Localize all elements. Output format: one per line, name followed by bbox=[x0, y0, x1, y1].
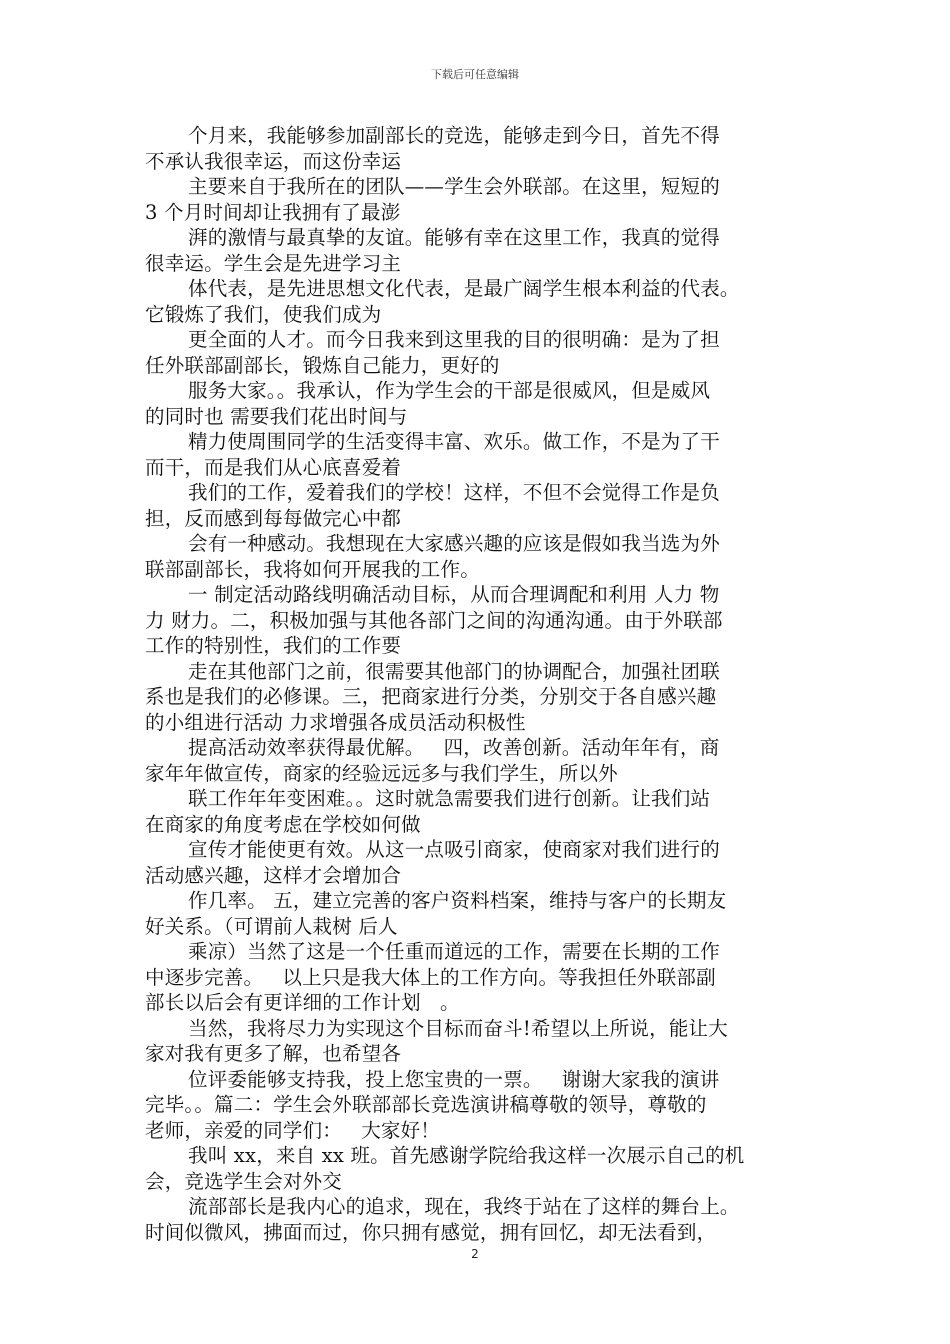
text-line: 宣传才能使更有效。从这一点吸引商家，使商家对我们进行的 bbox=[188, 838, 720, 861]
text-line: 更全面的人才。而今日我来到这里我的目的很明确：是为了担 bbox=[188, 328, 720, 351]
text-line: 而干，而是我们从心底喜爱着 bbox=[145, 455, 402, 479]
text-line: 会有一种感动。我想现在大家感兴趣的应该是假如我当选为外 bbox=[188, 532, 720, 555]
text-line: 它锻炼了我们，使我们成为 bbox=[145, 302, 382, 326]
text-line: 担，反而感到每每做完心中都 bbox=[145, 506, 402, 530]
text-line: 我们的工作，爱着我们的学校！这样，不但不会觉得工作是负 bbox=[188, 481, 720, 504]
text-line: 当然，我将尽力为实现这个目标而奋斗!希望以上所说，能让大 bbox=[188, 1016, 728, 1040]
text-line: 服务大家。。我承认，作为学生会的干部是很威风，但是威风 bbox=[188, 379, 711, 402]
text-line: 提高活动效率获得最优解。 四，改善创新。活动年年有，商 bbox=[188, 736, 720, 759]
text-line: 的同时也 需要我们花出时间与 bbox=[145, 404, 408, 428]
text-line: 力 财力。二，积极加强与其他各部门之间的沟通沟通。由于外联部 bbox=[145, 608, 723, 632]
text-line: 位评委能够支持我，投上您宝贵的一票。 谢谢大家我的演讲 bbox=[188, 1067, 720, 1091]
text-line: 联工作年年变困难。。这时就急需要我们进行创新。让我们站 bbox=[188, 787, 711, 810]
text-line: 3 个月时间却让我拥有了最澎 bbox=[145, 200, 401, 224]
page-header: 下载后可任意编辑 bbox=[431, 68, 519, 81]
text-line: 很幸运。学生会是先进学习主 bbox=[145, 251, 402, 275]
text-line: 一 制定活动路线明确活动目标，从而合理调配和利用 人力 物 bbox=[188, 583, 720, 606]
text-line: 好关系。（可谓前人栽树 后人 bbox=[145, 914, 398, 938]
text-line: 不承认我很幸运，而这份幸运 bbox=[145, 149, 402, 173]
text-line: 时间似微风，拂面而过，你只拥有感觉，拥有回忆，却无法看到， bbox=[145, 1220, 717, 1244]
text-line: 精力使周围同学的生活变得丰富、欢乐。做工作，不是为了干 bbox=[188, 430, 720, 453]
text-line: 任外联部副部长，锻炼自己能力，更好的 bbox=[145, 353, 500, 377]
text-line: 联部副部长，我将如何开展我的工作。 bbox=[145, 557, 480, 581]
text-line: 家年年做宣传，商家的经验远远多与我们学生，所以外 bbox=[145, 761, 618, 785]
text-line: 湃的激情与最真挚的友谊。能够有幸在这里工作，我真的觉得 bbox=[188, 226, 720, 249]
text-line: 的小组进行活动 力求增强各成员活动积极性 bbox=[145, 710, 526, 734]
document-body bbox=[145, 123, 815, 1245]
text-line: 活动感兴趣，这样才会增加合 bbox=[145, 863, 402, 887]
text-line: 乘凉）当然了这是一个任重而道远的工作，需要在长期的工作 bbox=[188, 940, 720, 963]
text-line: 主要来自于我所在的团队——学生会外联部。在这里，短短的 bbox=[188, 175, 720, 198]
text-line: 流部部长是我内心的追求，现在，我终于站在了这样的舞台上。 bbox=[188, 1195, 740, 1218]
text-line: 完毕。。篇二：学生会外联部部长竞选演讲稿尊敬的领导，尊敬的 bbox=[145, 1093, 707, 1116]
page-number: 2 bbox=[471, 1247, 479, 1261]
text-line: 作几率。 五，建立完善的客户资料档案，维持与客户的长期友 bbox=[188, 889, 727, 912]
text-line: 中逐步完善。 以上只是我大体上的工作方向。等我担任外联部副 bbox=[145, 965, 716, 989]
text-line: 系也是我们的必修课。三，把商家进行分类，分别交于各自感兴趣 bbox=[145, 685, 717, 708]
text-line: 体代表，是先进思想文化代表，是最广阔学生根本利益的代表。 bbox=[188, 277, 740, 300]
text-line: 会，竞选学生会对外交 bbox=[145, 1169, 343, 1193]
text-line: 我叫 xx，来自 xx 班。首先感谢学院给我这样一次展示自己的机 bbox=[188, 1144, 745, 1167]
text-line: 在商家的角度考虑在学校如何做 bbox=[145, 812, 421, 836]
text-line: 个月来，我能够参加副部长的竞选，能够走到今日，首先不得 bbox=[188, 124, 720, 147]
text-line: 走在其他部门之前，很需要其他部门的协调配合，加强社团联 bbox=[188, 659, 720, 683]
text-line: 老师，亲爱的同学们： 大家好！ bbox=[145, 1118, 440, 1142]
text-line: 部长以后会有更详细的工作计划 。 bbox=[145, 991, 460, 1014]
text-line: 家对我有更多了解，也希望各 bbox=[145, 1042, 402, 1065]
text-line: 工作的特别性，我们的工作要 bbox=[145, 634, 402, 657]
